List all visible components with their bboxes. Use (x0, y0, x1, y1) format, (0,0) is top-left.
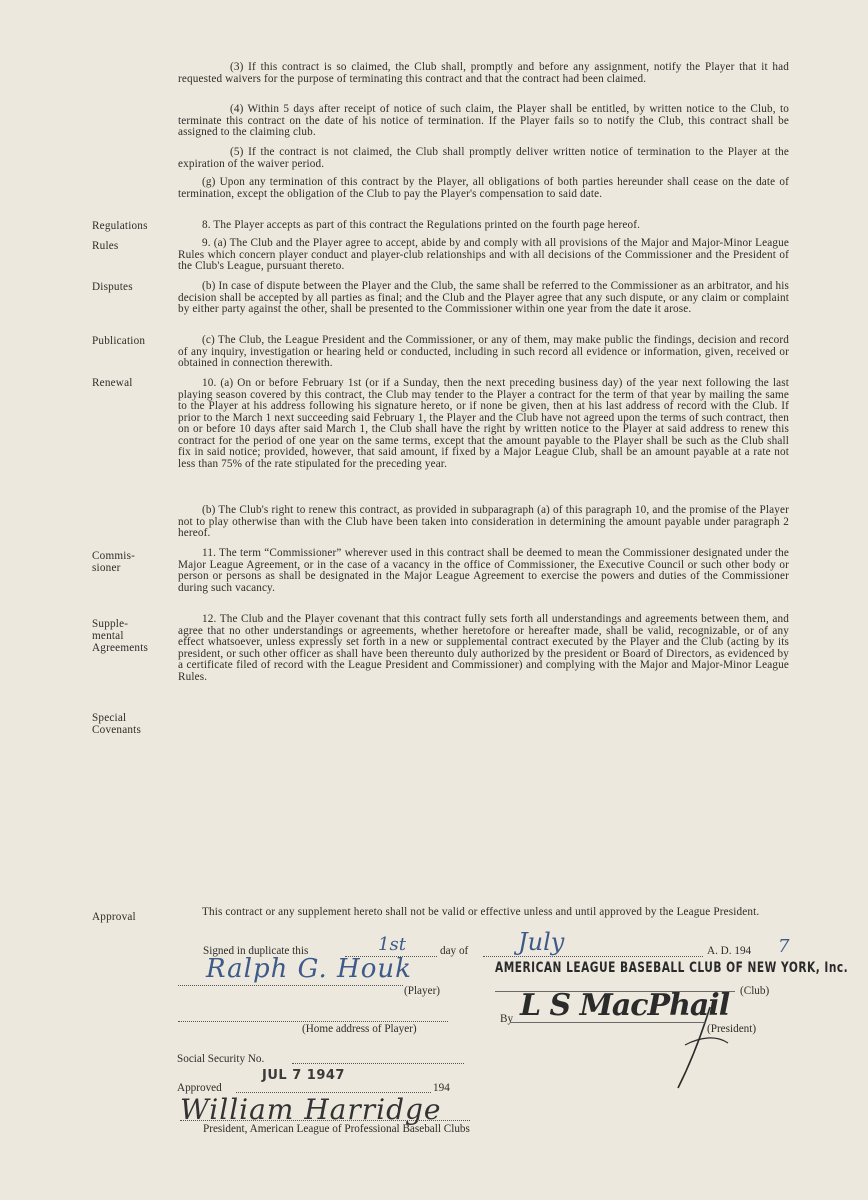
league-president-title: President, American League of Professional Baseball Clubs (203, 1123, 470, 1135)
clause-g-text: (g) Upon any termination of this contract by the Player, all obligations of both parties hereunder shall cease on the date of termination, except the obligation of the Club to pay the Player's compensation to said date. (178, 176, 789, 200)
clause-12-text: 12. The Club and the Player covenant that this contract fully sets forth all understandings and agreements between them, and agree that no other understandings or agreements, whether heretofore or hereafter made, shall be valid, recognizable, or of any effect whatsoever, unless expressly set forth in a new or supplemental contract executed by the Player and the Club (acting by its president, or such other officer as shall have been thereunto duly authorized by the president or Board of Directors, as evidenced by a certificate filed of record with the League President and Commissioner) and complying with the Major and Major-Minor League Rules. (178, 613, 789, 683)
home-address-label: (Home address of Player) (302, 1023, 417, 1035)
league-president-signature: William Harridge (180, 1093, 442, 1126)
commissioner-label-line1: Commis- (92, 550, 136, 562)
player-label: (Player) (404, 985, 441, 997)
by-label: By (500, 1013, 514, 1025)
clause-g (178, 177, 789, 200)
social-security-line (292, 1063, 464, 1064)
commissioner-label (92, 550, 135, 574)
approval-text (178, 907, 789, 919)
clause-12 (178, 614, 789, 683)
clause-8 (178, 220, 789, 232)
ad-label: A. D. 194 (707, 945, 752, 957)
disputes-label: Disputes (92, 281, 133, 293)
special-label-line2: Covenants (92, 724, 142, 736)
clause-10b-text: (b) The Club's right to renew this contract, as provided in subparagraph (a) of this paragraph 10, and the promise of the Player not to play otherwise than with the Club have been taken into consideration in determining the amount payable under paragraph 2 hereof. (178, 504, 789, 539)
day-of-label: day of (440, 945, 469, 957)
president-signature: L S MacPhail (520, 988, 730, 1023)
club-stamp: AMERICAN LEAGUE BASEBALL CLUB OF NEW YORK, Inc. (495, 960, 849, 976)
clause-10a-text: 10. (a) On or before February 1st (or if a Sunday, then the next preceding business day) of the year next following the last playing season covered by this contract, the Club may tender to the Player a contract for the term of that year by mailing the same to the Player at his address following his signature hereto, or if none be given, then at his last address of record with the Club. If prior to the March 1 next succeeding said February 1, the Player and the Club have not agreed upon the terms of such contract, then on or before 10 days after said March 1, the Club shall have the right by written notice to the Player at said address to renew this contract for the period of one year on the same terms, except that the amount payable to the Player shall be such as the Club shall fix in said notice; provided, however, that said amount, if fixed by a Major League Club, shall be an amount payable at a rate not less than 75% of the rate stipulated for the preceding year. (178, 377, 789, 470)
home-address-line (178, 1021, 448, 1022)
special-covenants-label (92, 712, 141, 736)
clause-9c (178, 335, 789, 370)
clause-8-text: 8. The Player accepts as part of this contract the Regulations printed on the fourth page hereof. (202, 219, 641, 231)
approved-stamp: JUL 7 1947 (262, 1068, 345, 1083)
renewal-label: Renewal (92, 377, 133, 389)
clause-11 (178, 548, 789, 594)
clause-9a-text: 9. (a) The Club and the Player agree to accept, abide by and comply with all provisions of the Major and Major-Minor League Rules which concern player conduct and player-club relationships and with all decisions of the Commissioner and the President of the Club's League, pursuant thereto. (178, 237, 789, 272)
regulations-label: Regulations (92, 220, 148, 232)
player-line (178, 985, 403, 986)
commissioner-label-line2: sioner (92, 562, 121, 574)
signed-in-duplicate-label: Signed in duplicate this (203, 945, 309, 957)
year-digit: 7 (778, 936, 790, 957)
supplemental-label-line2: mental (92, 630, 124, 642)
club-label: (Club) (740, 985, 770, 997)
clause-10a (178, 378, 789, 470)
president-label: (President) (707, 1023, 757, 1035)
month-line (483, 956, 703, 957)
clause-11-text: 11. The term “Commissioner” wherever used in this contract shall be deemed to mean the Commissioner designated under the Major League Agreement, or in the case of a vacancy in the office of Commissioner, the Executive Council or such other body or person or persons as shall be designated in the Major League Agreement to exercise the powers and duties of the Commissioner during such vacancy. (178, 547, 789, 594)
supplemental-label (92, 618, 148, 654)
clause-5 (178, 147, 789, 170)
president-line (510, 1022, 705, 1023)
clause-9a (178, 238, 789, 273)
clause-3-text: (3) If this contract is so claimed, the Club shall, promptly and before any assignment, notify the Player that it had requested waivers for the purpose of terminating this contract and that the contract had been claimed. (178, 61, 789, 85)
player-signature: Ralph G. Houk (206, 954, 412, 984)
year-suffix: 194 (433, 1082, 450, 1094)
clause-4-text: (4) Within 5 days after receipt of notice of such claim, the Player shall be entitled, by written notice to the Club, to terminate this contract on the date of his notice of termination. If the Player fails so to notify the Club, this contract shall be assigned to the claiming club. (178, 103, 789, 138)
approval-text-body: This contract or any supplement hereto shall not be valid or effective unless and until approved by the League President. (202, 906, 760, 918)
clause-10b (178, 505, 789, 540)
president-signature-stroke (520, 985, 740, 1090)
publication-label: Publication (92, 335, 146, 347)
supplemental-label-line3: Agreements (92, 642, 149, 654)
day-handwritten: 1st (378, 934, 406, 955)
approved-label: Approved (177, 1082, 222, 1094)
league-president-line (180, 1120, 470, 1121)
clause-9b-text: (b) In case of dispute between the Player and the Club, the same shall be referred to the Commissioner as an arbitrator, and his decision shall be accepted by all parties as final; and the Club and the Player agree that any such dispute, or any claim or complaint by either party against the other, shall be presented to the Commissioner within one year from the date it arose. (178, 280, 789, 315)
clause-3 (178, 62, 789, 85)
clause-4 (178, 104, 789, 139)
clause-9b (178, 281, 789, 316)
supplemental-label-line1: Supple- (92, 618, 129, 630)
approval-label: Approval (92, 911, 136, 923)
rules-label: Rules (92, 240, 119, 252)
clause-9c-text: (c) The Club, the League President and the Commissioner, or any of them, may make public the findings, decision and record of any inquiry, investigation or hearing held or conducted, including in such record all evidence or information, given, received or obtained in connection therewith. (178, 334, 789, 369)
social-security-label: Social Security No. (177, 1053, 265, 1065)
month-handwritten: July (518, 928, 565, 956)
clause-5-text: (5) If the contract is not claimed, the Club shall promptly deliver written notice of termination to the Player at the expiration of the waiver period. (178, 146, 789, 170)
special-label-line1: Special (92, 712, 127, 724)
